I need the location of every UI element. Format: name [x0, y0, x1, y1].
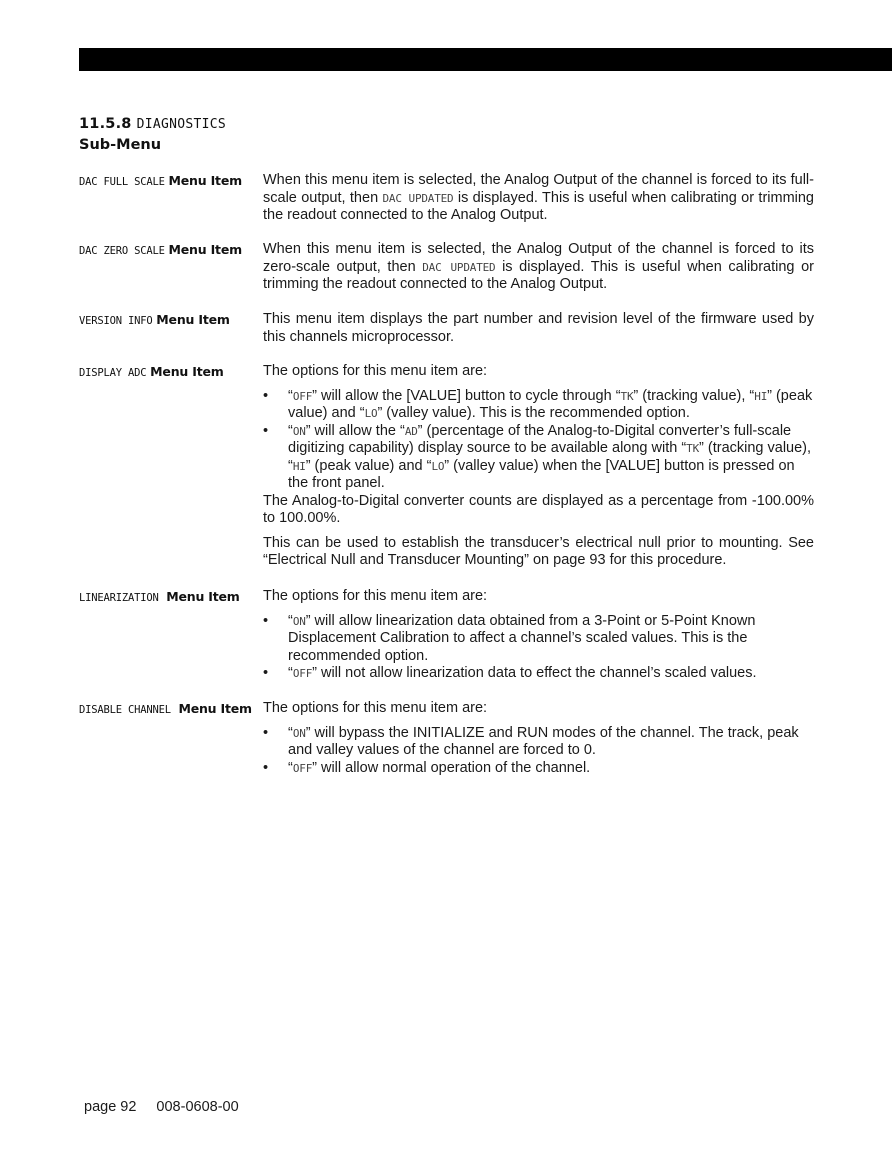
list-item: • “OFF” will allow normal operation of the channel.	[263, 760, 814, 778]
section-number: 11.5.8	[79, 116, 132, 132]
menu-item-description: This menu item displays the part number and revision level of the firmware used by this channels microprocessor.	[263, 311, 814, 345]
list-item: • “OFF” will allow the [VALUE] button to cycle through “TK” (tracking value), “HI” (peak value) and “LO” (valley value). This is the recommended option.	[263, 388, 814, 423]
section-title	[79, 114, 226, 135]
document-number: 008-0608-00	[156, 1099, 239, 1115]
menu-item-label: VERSION INFO Menu Item	[79, 312, 230, 327]
list-item: • “ON” will bypass the INITIALIZE and RUN modes of the channel. The track, peak and valley values of the channel are forced to 0.	[263, 725, 814, 760]
section-heading	[79, 114, 226, 155]
menu-item-description: The options for this menu item are: • “OFF” will allow the [VALUE] button to cycle through “TK” (tracking value), “HI” (peak value) and “LO” (valley value). This is the recommended option. • “ON” will allow the “AD” (percentage of the Analog-to-Digital converter’s full-scale digitizing capability) display source to be available along with “TK” (tracking value), “HI” (peak value) and “LO” (valley value) when the [VALUE] button is pressed on the front panel. The Analog-to-Digital converter counts are displayed as a percentage from -100.00% to 100.00%. This can be used to establish the transducer’s electrical null prior to mounting. See “Electrical Null and Transducer Mounting” on page 93 for this procedure.	[263, 363, 814, 570]
list-item: • “ON” will allow linearization data obtained from a 3-Point or 5-Point Known Displacement Calibration to affect a channel’s scaled values. This is the recommended option.	[263, 613, 814, 666]
list-item: • “ON” will allow the “AD” (percentage of the Analog-to-Digital converter’s full-scale digitizing capability) display source to be available along with “TK” (tracking value), “HI” (peak value) and “LO” (valley value) when the [VALUE] button is pressed on the front panel.	[263, 423, 814, 493]
menu-item-description: The options for this menu item are: • “ON” will bypass the INITIALIZE and RUN modes of the channel. The track, peak and valley values of the channel are forced to 0. • “OFF” will allow normal operation of the channel.	[263, 700, 814, 777]
page-footer	[84, 1099, 239, 1115]
page-number: page 92	[84, 1099, 137, 1115]
menu-item-label: LINEARIZATION Menu Item	[79, 589, 240, 604]
list-item: • “OFF” will not allow linearization data to effect the channel’s scaled values.	[263, 665, 814, 683]
menu-item-label: DAC ZERO SCALE Menu Item	[79, 242, 242, 257]
lcd-text: DAC UPDATED	[382, 191, 454, 205]
section-name: DIAGNOSTICS	[136, 117, 227, 132]
header-bar	[79, 48, 892, 71]
menu-item-label: DISPLAY ADC Menu Item	[79, 364, 224, 379]
lcd-text: DAC UPDATED	[422, 260, 496, 274]
menu-item-description: When this menu item is selected, the Analog Output of the channel is forced to its zero-scale output, then DAC UPDATED is displayed. This is useful when calibrating or trimming the readout connected to the Analog Output.	[263, 241, 814, 292]
menu-item-description: The options for this menu item are: • “ON” will allow linearization data obtained from a 3-Point or 5-Point Known Displacement Calibration to affect a channel’s scaled values. This is the recommended option. • “OFF” will not allow linearization data to effect the channel’s scaled values.	[263, 588, 814, 683]
menu-item-label: DAC FULL SCALE Menu Item	[79, 173, 242, 188]
section-subtitle: Sub-Menu	[79, 137, 162, 153]
menu-item-label: DISABLE CHANNEL Menu Item	[79, 701, 252, 716]
menu-item-description: When this menu item is selected, the Analog Output of the channel is forced to its full-scale output, then DAC UPDATED is displayed. This is useful when calibrating or trimming the readout connected to the Analog Output.	[263, 172, 814, 223]
